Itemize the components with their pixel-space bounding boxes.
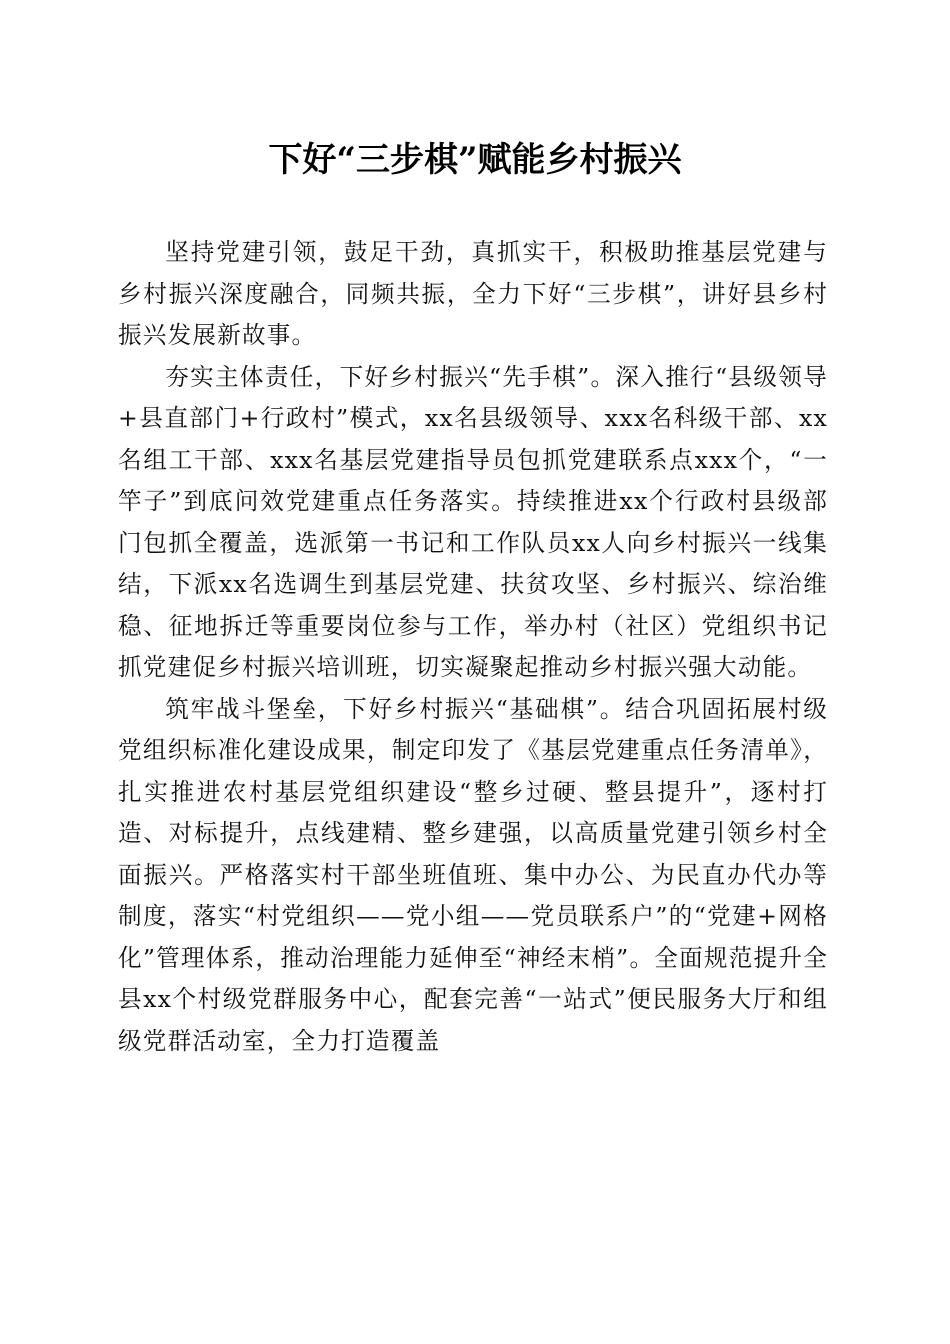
paragraph-foundation: 筑牢战斗堡垒，下好乡村振兴“基础棋”。结合巩固拓展村级党组织标准化建设成果，制定印发了《基层党建重点任务清单》，扎实推进农村基层党组织建设“整乡过硬、整县提升”，逐村打造、对标提升，点线建精、整乡建强，以高质量党建引领乡村全面振兴。严格落实村干部坐班值班、集中办公、为民直办代办等制度，落实“村党组织——党小组——党员联系户”的“党建+网格化”管理体系，推动治理能力延伸至“神经末梢”。全面规范提升全县xx个村级党群服务中心，配套完善“一站式”便民服务大厅和组级党群活动室，全力打造覆盖 — [118, 694, 828, 1055]
paragraph-intro: 坚持党建引领，鼓足干劲，真抓实干，积极助推基层党建与乡村振兴深度融合，同频共振，全力下好“三步棋”，讲好县乡村振兴发展新故事。 — [118, 238, 828, 349]
paragraph-responsibility: 夯实主体责任，下好乡村振兴“先手棋”。深入推行“县级领导+县直部门+行政村”模式，xx名县级领导、xxx名科级干部、xx名组工干部、xxx名基层党建指导员包抓党建联系点xxx个，“一竿子”到底问效党建重点任务落实。持续推进xx个行政村县级部门包抓全覆盖，选派第一书记和工作队员xx人向乡村振兴一线集结，下派xx名选调生到基层党建、扶贫攻坚、乡村振兴、综治维稳、征地拆迁等重要岗位参与工作，举办村（社区）党组织书记抓党建促乡村振兴培训班，切实凝聚起推动乡村振兴强大动能。 — [118, 362, 828, 681]
document-title: 下好“三步棋”赋能乡村振兴 — [268, 140, 682, 180]
document-body — [118, 232, 828, 1062]
